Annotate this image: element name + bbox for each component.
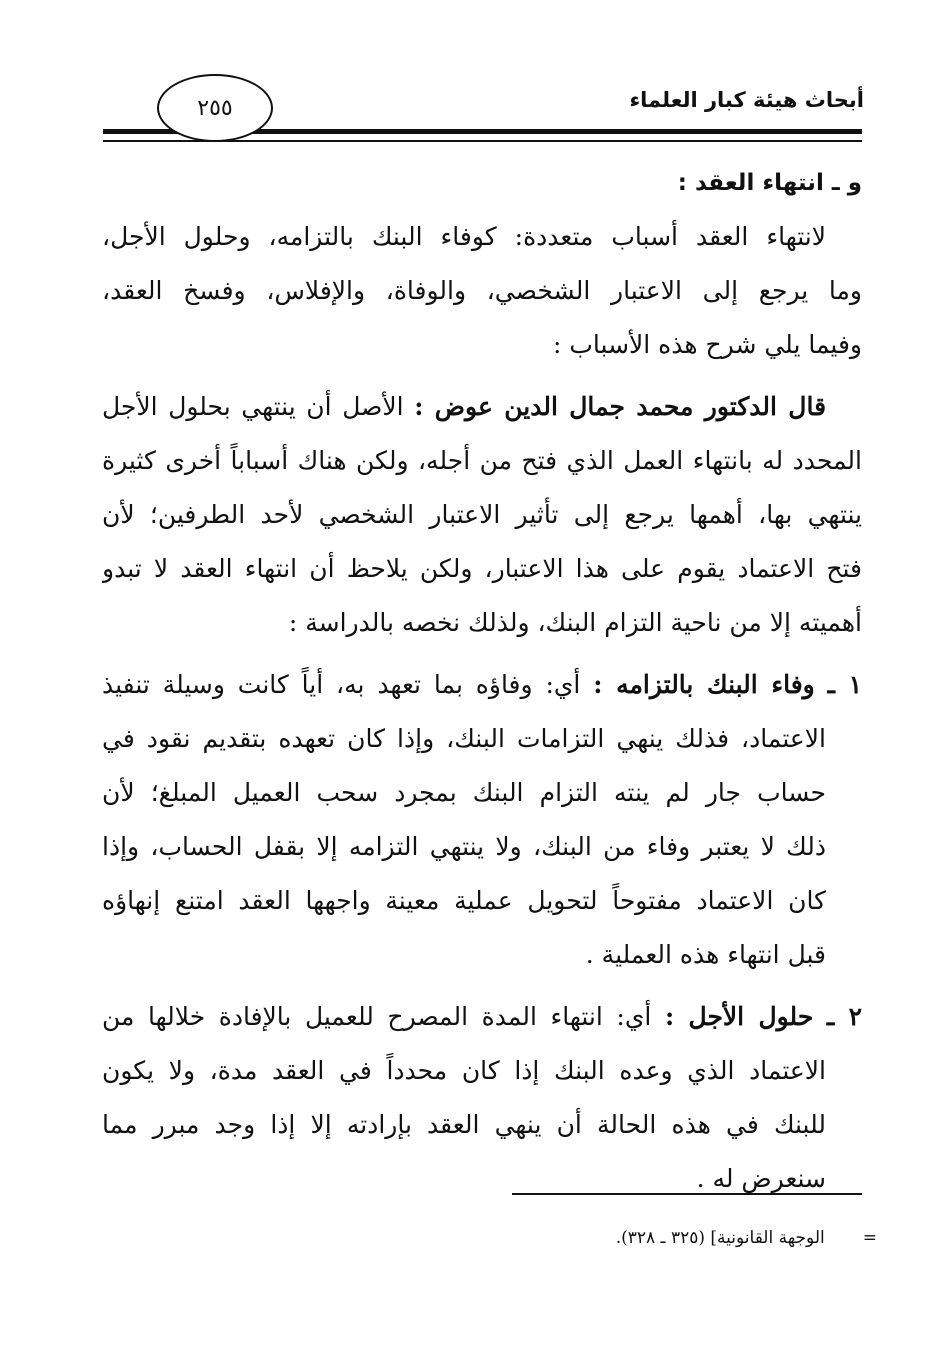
quote-line: المحدد له بانتهاء العمل الذي فتح من أجله، ولكن هناك أسباباً أخرى كثيرة (102, 446, 862, 475)
quote-first-line (102, 380, 862, 434)
footnote (77, 1228, 877, 1248)
item2-number: ٢ ـ (826, 1002, 862, 1031)
quote-text: الأصل أن ينتهي بحلول الأجل (102, 392, 404, 421)
footnote-continuation-marker: = (862, 1228, 877, 1248)
item1-text: أي: وفاؤه بما تعهد به، أياً كانت وسيلة تنفيذ (102, 670, 581, 699)
footnote-separator (512, 1193, 862, 1195)
quote-line: فتح الاعتماد يقوم على هذا الاعتبار، ولكن يلاحظ أن انتهاء العقد لا تبدو (102, 554, 862, 583)
item2-first-line (102, 990, 862, 1044)
quote-line: أهميته إلا من ناحية التزام البنك، ولذلك نخصه بالدراسة : (288, 608, 862, 637)
item1-line: كان الاعتماد مفتوحاً لتحويل عملية معينة واجهها العقد امتنع إنهاؤه (102, 886, 826, 915)
footnote-text: الوجهة القانونية] (٣٢٥ ـ ٣٢٨). (615, 1228, 825, 1248)
item2-line: سنعرض له . (696, 1164, 826, 1193)
intro-line: لانتهاء العقد أسباب متعددة: كوفاء البنك بالتزامه، وحلول الأجل، (102, 222, 826, 251)
list-item-1 (102, 658, 862, 982)
intro-line: وفيما يلي شرح هذه الأسباب : (553, 330, 862, 359)
page-header (0, 0, 942, 160)
quote-paragraph (102, 380, 862, 650)
intro-paragraph (102, 210, 862, 372)
page-body (102, 156, 862, 1206)
quote-author: قال الدكتور محمد جمال الدين عوض : (414, 392, 827, 421)
item1-line: قبل انتهاء هذه العملية . (585, 940, 826, 969)
quote-line: ينتهي بها، أهمها يرجع إلى تأثير الاعتبار الشخصي لأحد الطرفين؛ لأن (102, 500, 862, 529)
section-heading: و ـ انتهاء العقد : (677, 170, 862, 196)
item1-line: حساب جار لم ينته التزام البنك بمجرد سحب العميل المبلغ؛ لأن (102, 778, 826, 807)
running-title: أبحاث هيئة كبار العلماء (629, 88, 864, 112)
item2-text: أي: انتهاء المدة المصرح للعميل بالإفادة خلالها من (102, 1002, 652, 1031)
item2-line: الاعتماد الذي وعده البنك إذا كان محدداً في العقد مدة، ولا يكون (102, 1056, 826, 1085)
item1-title: وفاء البنك بالتزامه : (593, 670, 815, 699)
item1-line: ذلك لا يعتبر وفاء من البنك، ولا ينتهي التزامه إلا بقفل الحساب، وإذا (102, 832, 826, 861)
item1-line: الاعتماد، فذلك ينهي التزامات البنك، وإذا كان تعهده بتقديم نقود في (102, 724, 826, 753)
intro-line: وما يرجع إلى الاعتبار الشخصي، والوفاة، والإفلاس، وفسخ العقد، (102, 276, 862, 305)
item2-line: للبنك في هذه الحالة أن ينهي العقد بإرادته إلا إذا وجد مبرر مما (102, 1110, 826, 1139)
list-item-2 (102, 990, 862, 1206)
page-number: ٢٥٥ (157, 74, 273, 142)
item2-title: حلول الأجل : (664, 1002, 814, 1031)
item1-first-line (102, 658, 862, 712)
item1-number: ١ ـ (827, 670, 862, 699)
